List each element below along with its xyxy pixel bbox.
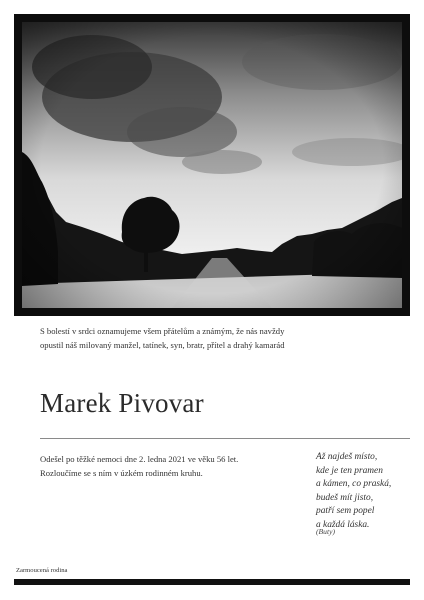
family-signature: Zarmoucená rodina [16, 567, 68, 574]
memorial-photo-frame [14, 14, 410, 316]
details-line-1: Odešel po těžké nemoci dne 2. ledna 2021 ve věku 56 let. [40, 454, 239, 464]
deceased-name: Marek Pivovar [40, 388, 204, 418]
poem-line: kde je ten pramen [316, 465, 383, 476]
announcement-line-2: opustil náš milovaný manžel, tatínek, syn, bratr, přítel a drahý kamarád [40, 340, 285, 350]
details-line-2: Rozloučíme se s ním v úzkém rodinném kruhu. [40, 468, 203, 478]
divider-line [40, 438, 410, 439]
poem-line: patří sem popel [316, 506, 375, 516]
poem-line: a každá láska. [316, 519, 370, 530]
poem-author: (Buty) [316, 527, 335, 536]
landscape-photo [22, 22, 402, 308]
announcement-text [40, 324, 370, 352]
poem-line: budeš mít jisto, [316, 492, 374, 503]
poem-line: a kámen, co praská, [316, 479, 392, 489]
bottom-bar [14, 579, 410, 585]
announcement-line-1: S bolestí v srdci oznamujeme všem přátelům a známým, že nás navždy [40, 326, 285, 336]
funeral-details [40, 452, 290, 480]
memorial-poem [316, 451, 416, 532]
poem-line: Až najdeš místo, [316, 452, 378, 462]
